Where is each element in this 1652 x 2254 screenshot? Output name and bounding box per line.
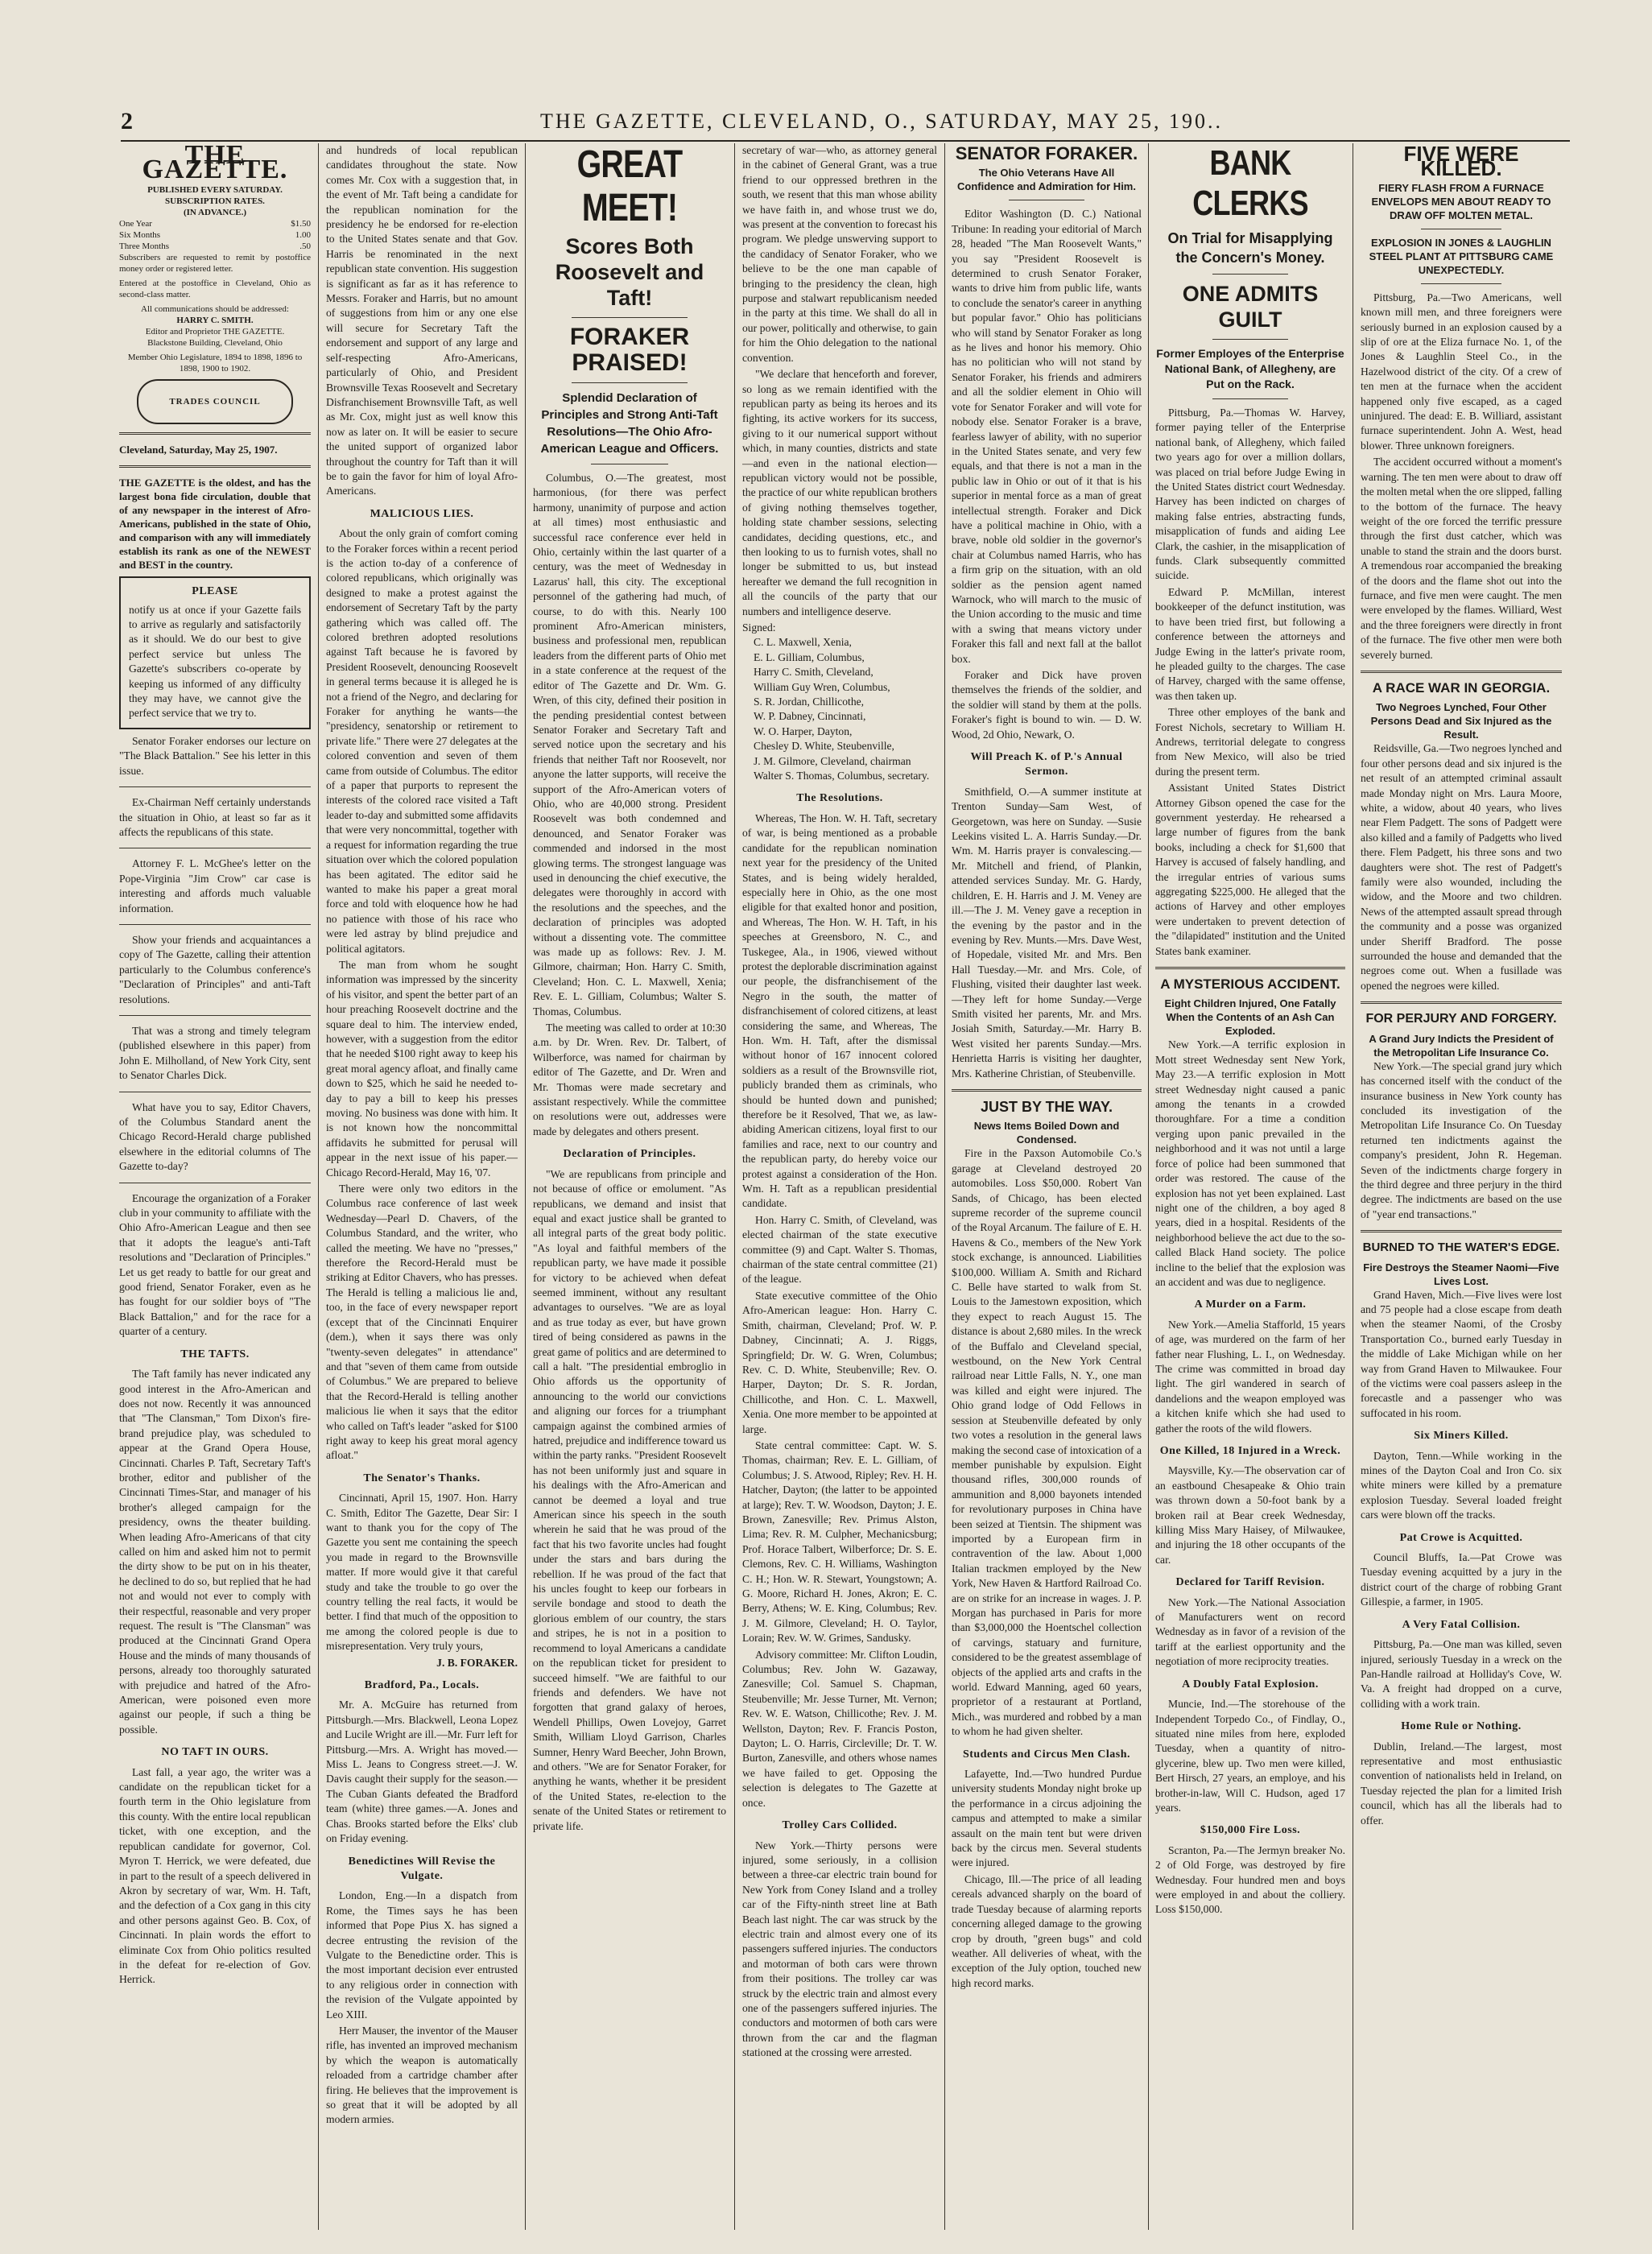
paragraph: Chicago, Ill.—The price of all leading cereals advanced sharply on the board of trade Tuesday because of alarming reports concerning alleged damage to the growing crop by drouth, "green bugs" and cold weather. All deliveries of wheat, with the exception of the July option, touched new high record marks.	[952, 1872, 1142, 1989]
signer: Harry C. Smith, Cleveland,	[754, 666, 873, 679]
signer: E. L. Gilliam, Columbus,	[754, 650, 865, 663]
section-title: Benedictines Will Revise the Vulgate.	[348, 1855, 496, 1882]
paragraph: Encourage the organization of a Foraker club in your community to affiliate with the Ohio Afro-American League and then see that it adopts the league's anti-Taft resolutions and "Declaration of Principles." Let us get ready to battle for our great and good friend, Senator Foraker, even as he has fought for our soldier boys of "The Black Battalion," and for the race for a quarter of a century.	[119, 1191, 311, 1338]
paragraph: Last fall, a year ago, the writer was a candidate on the republican ticket for a fourth term in the Ohio legislature from this county. With the entire local republican ticket, with one exception, and the republican candidate for governor, Col. Myron T. Herrick, we were defeated, due in part to the result of a speech delivered in Akron by secretary of war, Wm. H. Taft, and the defection of a Cox gang in this city and other persons against Geo. B. Cox, of Cincinnati. In plain words the effort to eliminate Cox from Ohio politics resulted in the defeat for re-election of Gov. Herrick.	[119, 1765, 311, 1986]
paragraph: Dayton, Tenn.—While working in the mines of the Dayton Coal and Iron Co. six white miners were killed by a premature explosion Tuesday. Several loaded freight cars were blown off the tracks.	[1361, 1449, 1562, 1521]
column-1	[119, 143, 311, 2230]
paragraph: That was a strong and timely telegram (published elsewhere in this paper) from John E. Milholland, of New York City, sent to Senator Charles Dick.	[119, 1024, 311, 1082]
deck: Fire Destroys the Steamer Naomi—Five Lives Lost.	[1363, 1261, 1559, 1287]
paragraph: "We are republicans from principle and not because of office or emolument. "As republicans, we demand and insist that equal and exact justice shall be granted to all integral parts of the great body politic. "As loyal and faithful members of the republican party, we have made it possible for victory to be achieved when defeat seemed imminent, without any resultant advantages to ourselves. "We are as loyal and as true today as ever, but have grown tired of being considered as pawns in the great game of politics and are determined to call a halt. "The presidential embroglio in Ohio affords us the opportunity of announcing to the world our convictions and aligning our forces for a triumphant campaign against the combined armies of hatred, prejudice and indifference toward us within the party ranks. "President Roosevelt has not been uniformly just and square in his dealings with the Afro-American and cannot be deemed a loyal and true American since his speech in the south wherein he said that he was proud of the fact that his two favorite uncles had fought under the stars and bars during the rebellion. If he was proud of the fact that his uncles fought to keep our forbears in servile bondage and stood to death the glorious emblem of our country, the stars and stripes, he is not in a position to recommend to loyal Americans a candidate on the republican ticket for president to succeed himself. "We are faithful to our friends and defenders. We have not forgotten that grand galaxy of heroes, Wendell Phillips, Owen Lovejoy, Garret Smith, William Lloyd Garrison, Charles Sumner, Henry Ward Beecher, John Brown, and others. "We are for Senator Foraker, for anything he wants, whether it be president of the United States, re-election to the senate of the United States or retirement to private life.	[533, 1167, 726, 1832]
paragraph: The man from whom he sought information was impressed by the sincerity of his visitor, and spent the better part of an hour preaching Roosevelt doctrine and the square deal to him. The interview ended, however, with a suggestion from the editor that he needed $100 right away to keep his great moral agency afloat, and finally came down to $25, which he said he needed to-day to pay a bill to keep his presses moving. No business was done with him. It is not known how the noncommittal affidavits he submitted for perusal will appear in the next issue of his paper.—Chicago Record-Herald, May 16, '07.	[326, 958, 518, 1179]
signer: C. L. Maxwell, Xenia,	[754, 636, 852, 649]
subscription-rates	[119, 218, 311, 252]
paragraph: What have you to say, Editor Chavers, of the Columbus Standard anent the Chicago Record-Herald charge published elsewhere in the editorial columns of The Gazette to-day?	[119, 1100, 311, 1173]
paragraph: Whereas, The Hon. W. H. Taft, secretary of war, is being mentioned as a probable candidate for the republican nomination next year for the presidency of the United States, and is being widely heralded, especially here in Ohio, as the one most eligible for that exalted honor and position, and Whereas, The Hon. W. H. Taft, in his speeches at Greensboro, N. C., and Tuskegee, Ala., in 1906, viewed without protest the deplorable discrimination against our people, the disfranchisement of the Negro in the south, the matter of disfranchisement of colored citizens, at least considering the same, and Whereas, The Hon. Wm. H. Taft, after the dismissal without honor of 167 innocent colored soldiers as a result of the Brownsville riot, publicly branded them as criminals, who should be hunted down and punished; therefore be it Resolved, That we, as law-abiding American citizens, loyal first to our families and race, next to our country and the republican party, do hereby voice our protest against a consideration of the Hon. Wm. H. Taft as a republican presidential candidate.	[742, 811, 937, 1210]
paragraph: Three other employes of the bank and Forest Nichols, secretary to William H. Andrews, territorial delegate to congress from New Mexico, will also be tried during the present term.	[1155, 706, 1345, 778]
deck: FIERY FLASH FROM A FURNACE ENVELOPS MEN ABOUT READY TO DRAW OFF MOLTEN METAL.	[1371, 181, 1551, 221]
signature: J. B. FORAKER.	[436, 1656, 518, 1669]
column-4	[742, 143, 937, 2230]
signer: S. R. Jordan, Chillicothe,	[754, 696, 865, 708]
paragraph: State executive committee of the Ohio Afro-American league: Hon. Harry C. Smith, chairman, Cleveland; Prof. W. P. Dabney, Cincinnati; A. J. Riggs, Springfield; Dr. W. G. Wren, Columbus; Rev. C. D. White, Steubenville; Rev. O. Harper, Dayton; Dr. S. R. Jordan, Chillicothe, and Hon. C. L. Maxwell, Xenia. One more member to be appointed at large.	[742, 1289, 937, 1435]
entered-note: Entered at the postoffice in Cleveland, Ohio as second-class matter.	[119, 278, 311, 299]
editor-title: Editor and Proprietor THE GAZETTE.	[145, 326, 285, 336]
rate-row: One Year $1.50	[119, 218, 311, 229]
column-5	[952, 143, 1142, 2230]
paragraph: Pittsburg, Pa.—One man was killed, seven injured, seriously Tuesday in a wreck on the Pan-Handle railroad at Holliday's Cove, W. Va. A freight had dropped on a curve, colliding with a work train.	[1361, 1638, 1562, 1710]
section-title: The Senator's Thanks.	[363, 1472, 481, 1484]
deck: EXPLOSION IN JONES & LAUGHLIN STEEL PLANT AT PITTSBURG CAME UNEXPECTEDLY.	[1369, 236, 1554, 276]
trades-council-emblem: TRADES COUNCIL	[137, 379, 293, 424]
signer: Chesley D. White, Steubenville,	[754, 740, 894, 753]
headline: BANK CLERKS	[1192, 143, 1308, 223]
paragraph: Pittsburg, Pa.—Thomas W. Harvey, former paying teller of the Enterprise national bank, of Allegheny, which failed two years ago for over a million dollars, was placed on trial before Judge Ewing in the United States district court Wednesday. Harvey has been indicted on charges of making false entries, abstracting funds, misapplication of funds and aiding Lee Clark, the cashier, in the misapplication of funds. Clark subsequently committed suicide.	[1155, 407, 1345, 582]
section-title: THE TAFTS.	[180, 1348, 250, 1360]
section-title: Home Rule or Nothing.	[1401, 1720, 1522, 1733]
paragraph: Advisory committee: Mr. Clifton Loudin, Columbus; Rev. John W. Gazaway, Zanesville; Col. Samuel S. Chapman, Steubenville; Mr. Jesse Turner, Mt. Vernon; Rev. W. E. Watson, Chillicothe; Rev. J. M. Wellston, Dayton; Rev. F. Francis Poston, Dayton; L. O. Harris, Circleville; Dr. T. W. Burton, Zanesville, and others whose names we have failed to get. Opposing the selection is delegates to The Gazette at once.	[742, 1648, 937, 1809]
page-header	[121, 103, 1570, 142]
newspaper-title: THE GAZETTE, CLEVELAND, O., SATURDAY, MAY 25, 190..	[539, 109, 1224, 133]
paragraph: The accident occurred without a moment's warning. The ten men were about to draw off the molten metal when the ore slipped, falling to the bottom of the furnace. The heavy weight of the ore forced the terrific pressure through the first dust catcher, which was unable to stand the strain and the doors burst. A tremendous roar accompanied the breaking of the doors and the flame shot out into the furnace, and five men were caught. The men were enveloped by the flames. Williard, West and the three foreigners were directly in front of the furnace. The five other men were both severely burned.	[1361, 456, 1562, 661]
headline: JUST BY THE WAY.	[980, 1098, 1113, 1115]
section-title: Bradford, Pa., Locals.	[364, 1679, 480, 1692]
column-rule	[525, 143, 526, 2230]
deck: News Items Boiled Down and Condensed.	[973, 1120, 1120, 1146]
section-title: A Very Fatal Collision.	[1402, 1618, 1521, 1631]
paragraph: New York.—A terrific explosion in Mott street Wednesday sent New York, May 23.—A terrific explosion in Mott street Wednesday night caused a panic among the tenants in a crowded thoroughfare. For a time a condition verging upon panic prevailed in the neighborhood and it was not until a large force of police had been summoned that order was restored. The cause of the explosion has not yet been explained. Last night one of the children, a boy aged 8 years, died in a hospital. Residents of the neighborhood believe the act due to the so-called Black Hand society. The police incline to the belief that the explosion was an accident and was due to negligence.	[1155, 1038, 1345, 1288]
paragraph: New York.—Thirty persons were injured, some seriously, in a collision between a three-car electric train bound for New York from Coney Island and a trolley car of the Fifty-ninth street line at Bath Beach last night. The car was struck by the electric train and almost every one of its passengers suffered injuries. The conductors and motorman of both cars were thrown from their positions. The trolley car was struck by the electric train and almost every one of the passengers suffered injuries. The conductors and motormen of both cars were thrown from the car and the flagman stationed at the crossing were arrested.	[742, 1839, 937, 2059]
headline: BURNED TO THE WATER'S EDGE.	[1362, 1241, 1560, 1255]
paragraph: Hon. Harry C. Smith, of Cleveland, was elected chairman of the state executive committee (9) and Capt. Walter S. Thomas, chairman of the state central committee (21) of the league.	[742, 1213, 937, 1286]
paragraph: Ex-Chairman Neff certainly understands the situation in Ohio, at least so far as it affects the republicans of this state.	[119, 796, 311, 838]
paragraph: Edward P. McMillan, interest bookkeeper of the defunct institution, was to have been tried first, but following a conference between the attorneys and Judge Ewing in the latter's private room, he pleaded guilty to the charges. The case of Harvey, charged with the same offense, was then taken up.	[1155, 585, 1345, 702]
signer: Walter S. Thomas, Columbus, secretary.	[754, 770, 930, 782]
please-text: notify us at once if your Gazette fails to arrive as regularly and satisfactorily as it should. We do our best to give perfect service but unless The Gazette's subscribers co-operate by keeping us informed of any difficulty they may have, we cannot give the perfect service that we try to.	[129, 603, 301, 720]
paragraph: Fire in the Paxson Automobile Co.'s garage at Cleveland destroyed 20 automobiles. Loss $50,000. Robert Van Sands, of Chicago, has been elected supreme recorder of the supreme council of the Royal Arcanum. The failure of E. H. Havens & Co., members of the New York stock exchange, is announced. Liabilities $100,000. William A. Smith and Richard C. Belle have started to walk from St. Louis to the Jamestown exposition, which they expect to reach August 15. The distance is about 2,680 miles. In the wreck of the Buffalo and Cleveland special, westbound, on the New York Central railroad near Little Falls, N. Y., one man was killed and eight were injured. The Ohio grand lodge of Odd Fellows in session at Steubenville defeated by only two votes a resolution in the general laws making the second case of intoxication of a member punishable by expulsion. Eight thousand rifles, 300,000 rounds of ammunition and 8,000 bayonets intended for revolutionary purposes in China have been seized at Tientsin. The shipment was imported by a European firm in contravention of the law. About 1,000 Italian trackmen employed by the New York, New Haven & Hartford Railroad Co. are on strike for an increase in wages. J. P. Morgan has purchased in Paris for more than $3,000,000 the Hoentschel collection of carvings, statuary and furniture, considered to be the greatest assemblage of objects of the applied arts and crafts in the world. Edward Manning, aged 60 years, proprietor of a restaurant at Portland, Mich., was murdered and robbed by a man to whom he had given shelter.	[952, 1147, 1142, 1738]
section-title: The Resolutions.	[796, 792, 883, 805]
paragraph: Council Bluffs, Ia.—Pat Crowe was Tuesday evening acquitted by a jury in the district court of the charge of robbing Grant Gillespie, a farmer, in 1905.	[1361, 1551, 1562, 1608]
rate-row: Six Months 1.00	[119, 229, 311, 240]
subheadline: Scores Both Roosevelt and Taft!	[555, 234, 704, 310]
page-number: 2	[121, 108, 133, 134]
signer: J. M. Gilmore, Cleveland, chairman	[754, 754, 911, 767]
paragraph: secretary of war—who, as attorney general in the cabinet of General Grant, was a true friend to our oppressed brethren in the south, we resent that this man whose ability we have faith in, and whose trust we do, was present at the convention to forecast his program. We pledge unswerving support to the candidacy of Senator Foraker, who we believe to be the one man capable of bringing to the presidency the clean, high purpose and stalwart republicanism needed in the party at this time. We shall do all in our power, politically and otherwise, to gain for him the Ohio delegation to the national convention.	[742, 144, 937, 364]
column-rule	[1148, 143, 1149, 2230]
section-title: Trolley Cars Collided.	[782, 1819, 898, 1832]
published-line: PUBLISHED EVERY SATURDAY.	[147, 184, 283, 195]
paragraph: Mr. A. McGuire has returned from Pittsburgh.—Mrs. Blackwell, Leona Lopez and Lucile Wright are ill.—Mr. Furr left for Pittsburg.—Mrs. A. Wright has moved.—Miss L. Jeans to Congress street.—J. W. Davis caught their supply for the season.—The Cuban Giants defeated the Bradford team (white) three games.—A. Jones and Chas. Brooks started before the Elks' club on Friday evening.	[326, 1699, 518, 1845]
paragraph: Smithfield, O.—A summer institute at Trenton Sunday—Sam West, of Georgetown, was here on Sunday. —Susie Leekins visited L. A. Harris Sunday.—Dr. Wm. M. Harris prayer is convalescing.—Mr. Mitchell and friend, of Plankin, attended services Sunday. Mr. G. Hardy, children, E. H. Harris and J. M. Veney are ill.—The J. M. Veney gave a reception in the evening by the pastor and in the evening by Rev. Munts.—Mrs. Dave West, of Hopedale, visited Mr. and Mrs. Ben Hall Tuesday.—Mr. and Mrs. Cole, of Flushing, visited their daughter last week.—They left for home Sunday.—Verge Smith visited her parents, Mr. and Mrs. Josiah Smith, Saturday.—Mr. Harry B. West visited her parents Sunday.—Mrs. Henrietta Harris is visiting her daughter, Mrs. Katherine Christian, of Steubenville.	[952, 785, 1142, 1080]
section-title: Students and Circus Men Clash.	[962, 1748, 1131, 1761]
headline: GREAT MEET!	[576, 143, 683, 229]
editor-name: HARRY C. SMITH.	[176, 315, 254, 325]
paragraph: Show your friends and acquaintances a copy of The Gazette, calling their attention particularly to the Columbus conference's "Declaration of Principles" and anti-Taft resolutions.	[119, 933, 311, 1005]
rates-note: Subscribers are requested to remit by postoffice money order or registered letter.	[119, 252, 311, 274]
paragraph: Assistant United States District Attorney Gibson opened the case for the government yesterday. He rehearsed a large number of figures from the bank books, including a check for $1,600 that Harvey is accused of falsely handling, and the irregular entries of various sums aggregating $225,000. He alleged that the actions of Harvey and other employes were undertaken to prevent detection of the "dilapidated" institution and the United States bank examiner.	[1155, 782, 1345, 957]
headline: A MYSTERIOUS ACCIDENT.	[1160, 976, 1340, 993]
paragraph: Attorney F. L. McGhee's letter on the Pope-Virginia "Jim Crow" car case is interesting and affords much valuable information.	[119, 857, 311, 914]
rates-sub: (IN ADVANCE.)	[183, 207, 247, 217]
paragraph: Senator Foraker endorses our lecture on "The Black Battalion." See his letter in this issue.	[119, 734, 311, 777]
paragraph: Lafayette, Ind.—Two hundred Purdue university students Monday night broke up the performance in a circus adjoining the campus and attempted to make a similar assault on the main tent but were driven back by the circus men. Several students were injured.	[952, 1768, 1142, 1869]
deck: A Grand Jury Indicts the President of the Metropolitan Life Insurance Co.	[1369, 1032, 1554, 1059]
deck: Eight Children Injured, One Fatally When the Contents of an Ash Can Exploded.	[1164, 997, 1336, 1038]
subheadline: ONE ADMITS GUILT	[1182, 282, 1319, 332]
paragraph: Editor Washington (D. C.) National Tribune: In reading your editorial of March 28, headed "The Man Roosevelt Wants," you say "President Roosevelt is determined to crush Senator Foraker, wants to drive him from public life, wants to conclude the senator's career in anything but popular favor." Ohio has politicians who will stand by Senator Foraker as long as he lives and honor his memory. Ohio has no politician who will not stand by Senator Foraker, his friends and admirers and all the soldier element in Ohio will vote for Senator Foraker and will vote for nobody else. Senator Foraker is a brave, fearless lawyer of ability, with no superior in the United States senate, and very few equals, and that there is not a man in the public law in Ohio or out of it that is his superior in mental force as a man of great intellectual strength. Foraker and Dick have a political machine in Ohio, with a brave, noble old soldier in the governor's chair at Columbus named Harris, who has a firm grip on the situation, with an old soldier as the pension agent named Warnock, who will march to the music of the Union according to the music and time with a swing that means victory under Foraker this fall and next fall at the ballot box.	[952, 208, 1142, 665]
paragraph: Grand Haven, Mich.—Five lives were lost and 75 people had a close escape from death when the steamer Naomi, of the Crosby Transportation Co., burned early Tuesday in the middle of Lake Michigan while on her way from Grand Haven to Milwaukee. Four of the victims were coal passers asleep in the forecastle and a passenger who was suffocated in his room.	[1361, 1288, 1562, 1419]
headline: FOR PERJURY AND FORGERY.	[1365, 1012, 1557, 1026]
section-title: A Murder on a Farm.	[1194, 1298, 1307, 1311]
paragraph: Scranton, Pa.—The Jermyn breaker No. 2 of Old Forge, was destroyed by fire Wednesday. Four hundred men and boys were employed in and about the colliery. Loss $150,000.	[1155, 1843, 1345, 1916]
column-7	[1361, 143, 1562, 2230]
section-title: $150,000 Fire Loss.	[1200, 1824, 1301, 1837]
deck: Two Negroes Lynched, Four Other Persons Dead and Six Injured as the Result.	[1370, 701, 1552, 741]
please-box	[119, 576, 311, 729]
paragraph: State central committee: Capt. W. S. Thomas, chairman; Rev. E. L. Gilliam, of Columbus; J. S. Atwood, Ripley; Rev. H. H. Hatcher, Dayton; (the latter to be appointed at large); Rev. T. W. Woodson, Dayton; J. E. Brown, Zanesville; Rev. Primus Alston, Lima; Rev. R. M. Culpher, Mechanicsburg; Prof. Horace Talbert, Wilberforce; Dr. S. E. Clemons, Rev. C. H. Williams, Washington C. H.; Hon. W. R. Stewart, Youngstown; A. G. Moore, Richard H. Jones, Akron; E. C. Berry, Athens; W. E. King, Columbus; Rev. J. M. Gilmore, Cleveland; H. O. Taylor, Lorain; Rev. W. W. Grimes, Sandusky.	[742, 1439, 937, 1645]
section-title: Will Preach K. of P.'s Annual Sermon.	[970, 751, 1123, 778]
column-rule	[944, 143, 945, 2230]
masthead: THE GAZETTE.	[142, 143, 288, 185]
deck: The Ohio Veterans Have All Confidence and Admiration for Him.	[957, 167, 1136, 193]
headline: FIVE WERE KILLED.	[1403, 143, 1519, 181]
please-title: PLEASE	[192, 585, 238, 598]
section-title: NO TAFT IN OURS.	[161, 1746, 269, 1759]
column-rule	[318, 143, 319, 2230]
signer: W. P. Dabney, Cincinnati,	[754, 710, 866, 723]
paragraph: "We declare that henceforth and forever, so long as we remain identified with the republican party as being its heroes and its fighting, its active workers for its success, giving to it our numerical support without which, in many counties, districts and state—and even in the national election—republican victory would not be possible, the practice of our white republican brothers of giving nothing themselves together, holding state chamber sessions, selecting candidates, deciding questions, etc., and then looking to us to furnish votes, shall no longer be submitted to us, but instead hereafter we demand the full recognition in all the councils of the party that our numbers and intelligence deserve.	[742, 368, 937, 617]
signed-label: Signed:	[742, 621, 776, 634]
headline: SENATOR FORAKER.	[955, 143, 1138, 163]
section-title: Pat Crowe is Acquitted.	[1399, 1531, 1523, 1544]
paragraph: New York.—The special grand jury which has concerned itself with the conduct of the insurance business in New York county has concluded its investigation of the Metropolitan Life Insurance Co. On Tuesday returned ten indictments against the company's president, John R. Hegeman. Seven of the indictments charge forgery in the third degree and three perjury in the third degree. The indictments are based on the use of "year end transactions."	[1361, 1059, 1562, 1220]
signer: William Guy Wren, Columbus,	[754, 680, 890, 693]
paragraph: The Taft family has never indicated any good interest in the Afro-American and does not now. Recently it was announced that "The Clansman," Tom Dixon's fire-brand prejudice play, was scheduled to appear at the Grand Opera House, Cincinnati. Charles P. Taft, Secretary Taft's brother, editor and publisher of the Cincinnati Times-Star, and manager of his brother's alleged campaign for the presidency, owns the theater building. When leading Afro-Americans of that city called on him and asked him not to permit the dirty show to be put on in his theater, he declined to do so, but replied that he had not and would not ever to comply with their respectful, reasonable and very proper request. The result is "The Clansman" was produced at the Cincinnati Grand Opera House and the minds of many thousands of persons, already too thoroughly saturated with prejudice and hatred of the Afro-American, were poisoned even more against our people, if such a thing be possible.	[119, 1368, 311, 1736]
paragraph: Cincinnati, April 15, 1907. Hon. Harry C. Smith, Editor The Gazette, Dear Sir: I want to thank you for the copy of The Gazette you sent me containing the speech you made in regard to the Brownsville matter. If more would give it that careful study and take the trouble to go over the country telling the real facts, it would be better. I find that much of the opposition to me among the colored people is due to misrepresentation. Very truly yours,	[326, 1492, 518, 1653]
paragraph: Dublin, Ireland.—The largest, most representative and most enthusiastic convention of nationalists held in Ireland, on Tuesday rejected the plan for a limited Irish council, which has all the liberals had to offer.	[1361, 1740, 1562, 1827]
rate-row: Three Months .50	[119, 241, 311, 251]
column-2	[326, 143, 518, 2230]
paragraph: Columbus, O.—The greatest, most harmonious, (for there was perfect harmony, unanimity of purpose and action at all times) most enthusiastic and successful race conference ever held in Ohio, certainly within the last quarter of a century, was the meet of Wednesday in Lazarus' hall, this city. The exceptional personnel of the gathering had much, of course, to do with this. Nearly 100 prominent Afro-American ministers, business and professional men, republican leaders from the different parts of Ohio met in a state conference at the request of the editor of The Gazette and Dr. Wm. G. Wren, of this city, defined their position in the pending presidential contest between Senator Foraker and Secretary Taft and served notice upon the secretary and his friends that neither Taft nor Roosevelt, nor anyone the latter supports, will receive the support of the Afro-American voters of Ohio, who are 40,000 strong. President Roosevelt was both condemned and denounced, and Senator Foraker was commended and indorsed in the most glowing terms. The strongest language was used in denouncing the chief executive, the delegates were thoroughly in accord with the resolutions and the speeches, and the declaration of principles was adopted without a dissenting vote. The committee was made up as follows: Rev. J. M. Gilmore, chairman; Hon. Harry C. Smith, Cleveland; Hon. C. L. Maxwell, Xenia; Rev. E. L. Gilliam, Columbus; Walter S. Thomas, Columbus.	[533, 472, 726, 1018]
column-rule	[734, 143, 735, 2230]
paragraph: and hundreds of local republican candidates throughout the state. Now comes Mr. Cox with a suggestion that, in the event of Mr. Taft being a candidate for the republican nomination for the presidency he be endorsed for re-election to the United States senate and that Gov. Harris be renominated in the next republican state convention. His suggestion is significant as far as it has reference to Messrs. Foraker and Harris, but no amount of suggestions from him or any one else will secure for Secretary Taft the endorsement and support of any large and self-respecting Afro-Americans, particularly of Ohio, and President Brownsville Texas Roosevelt and Secretary Disfranchisement Brownsville Taft, as well as Mr. Cox, might just as well know this now as later on. It will be easier to secure the united support of organized labor throughout the country for Taft than it will be to gain the favor for him of loyal Afro-Americans.	[326, 144, 518, 497]
deck: Former Employes of the Enterprise National Bank, of Allegheny, are Put on the Rack.	[1156, 347, 1344, 390]
dateline: Cleveland, Saturday, May 25, 1907.	[119, 443, 278, 456]
section-title: Six Miners Killed.	[1414, 1430, 1509, 1443]
subheadline: FORAKER PRAISED!	[569, 324, 690, 376]
section-title: Declaration of Principles.	[563, 1148, 696, 1161]
paragraph: Reidsville, Ga.—Two negroes lynched and four other persons dead and six injured is the net result of an attempted criminal assault made Monday night on Mrs. Laura Moore, white, a widow, about 40 years, who lives near Flem Padgett. The sons of Padgett were also killed and a family of Padgetts who lived there. Flem Padgett, his three sons and two daughters were shot. The rest of Padgett's family were also wounded, including the widow, and the Moore and two children. News of the attempted assault spread through the community and a posse was organized under Sheriff Bradford. The posse surrounded the house and demanded that the negroes come out. When a fusillade was opened the negroes were killed.	[1361, 742, 1562, 992]
paragraph: Pittsburg, Pa.—Two Americans, well known mill men, and three foreigners were seriously burned in an explosion caused by a slip of ore at the Eliza furnace No. 1, of the Jones & Laughlin Steel Co., in the Hazelwood district of the city. Of a crew of ten men at the furnace when the accident happened only five escaped, as a caged uninjured. The dead: E. B. Williard, assistant furnace superintendent. John A. West, head blower. Three unknown foreigners.	[1361, 291, 1562, 452]
oldest-notice: THE GAZETTE is the oldest, and has the largest bona fide circulation, double that of any newspaper in the interest of Afro-Americans, published in the state of Ohio, and comparison with any will immediately establish its rank as one of the NEWEST and BEST in the country.	[119, 477, 311, 572]
paragraph: Maysville, Ky.—The observation car of an eastbound Chesapeake & Ohio train was thrown down a 50-foot bank by a broken rail at Bear creek Wednesday, killing Miss Mary Haisey, of Milwaukee, and injuring the 18 other occupants of the car.	[1155, 1464, 1345, 1566]
deck: Splendid Declaration of Principles and Strong Anti-Taft Resolutions—The Ohio Afro-American League and Officers.	[540, 391, 719, 456]
section-title: Declared for Tariff Revision.	[1175, 1576, 1325, 1589]
paragraph: Herr Mauser, the inventor of the Mauser rifle, has invented an improved mechanism by which the weapon is automatically reloaded from a cartridge chamber after firing. He believes that the improvement is so great that it will be adopted by all modern armies.	[326, 2024, 518, 2126]
legislature-note: Member Ohio Legislature, 1894 to 1898, 1896 to 1898, 1900 to 1902.	[127, 352, 303, 374]
paragraph: Foraker and Dick have proven themselves the friends of the soldier, and the soldier will stand by them at the polls. Foraker's fight is bound to win. — D. W. Wood, 2d Ohio, Newark, O.	[952, 669, 1142, 741]
signer: W. O. Harper, Dayton,	[754, 724, 853, 737]
signers-list	[742, 635, 937, 783]
column-3	[533, 143, 726, 2230]
address: Blackstone Building, Cleveland, Ohio	[147, 337, 283, 348]
paragraph: There were only two editors in the Columbus race conference of last week Wednesday—Pearl D. Chavers, of the Columbus Standard, and the writer, who called the meeting. We have no "presses," therefore the Record-Herald must be striking at Editor Chavers, who has presses. The Herald is telling a malicious lie and, too, in the face of every newspaper report (except that of the Cincinnati Enquirer (dem.), when it says there was only "twenty-seven delegates" in attendance" and that "seven of them came from outside of Columbus." We are prepared to believe that the Record-Herald is telling another malicious lie when it says that the editor who called on Taft's leader "asked for $100 right away to keep his great moral agency afloat."	[326, 1183, 518, 1462]
section-title: MALICIOUS LIES.	[370, 507, 474, 520]
rates-title: SUBSCRIPTION RATES.	[165, 196, 265, 206]
paragraph: The meeting was called to order at 10:30 a.m. by Dr. Wren. Rev. Dr. Talbert, of Wilberforce, was named for chairman by editor of The Gazette, and Dr. Wren and Mr. Thomas were made secretary and assistant respectively. While the committee on resolutions were out, addresses were made by delegates and others present.	[533, 1022, 726, 1137]
section-title: One Killed, 18 Injured in a Wreck.	[1159, 1445, 1341, 1457]
paragraph: London, Eng.—In a dispatch from Rome, the Times says he has been informed that Pope Pius X. has signed a decree entrusting the revision of the Vulgate to the Benedictine order. This is the most important decision ever entrusted to any religious order in connection with the revision of the Vulgate appointed by Leo XIII.	[326, 1889, 518, 2021]
column-6	[1155, 143, 1345, 2230]
section-title: A Doubly Fatal Explosion.	[1182, 1678, 1319, 1690]
paragraph: Muncie, Ind.—The storehouse of the Independent Torpedo Co., of Findlay, O., situated nine miles from here, exploded Tuesday, when a quantity of nitro-glycerine, blew up. Two men were killed, Bert Hirsch, 27 years, an employe, and his brother-in-law, Will C. Hudson, aged 17 years.	[1155, 1698, 1345, 1814]
communications-note: All communications should be addressed:	[141, 303, 289, 314]
subheadline: On Trial for Misapplying the Concern's Money.	[1167, 230, 1333, 266]
headline: A RACE WAR IN GEORGIA.	[1372, 679, 1551, 696]
paragraph: New York.—The National Association of Manufacturers went on record Wednesday as in favor of a revision of the tariff at the earliest opportunity and the negotiation of more reciprocity treaties.	[1155, 1596, 1345, 1668]
paragraph: New York.—Amelia Stafforld, 15 years of age, was murdered on the farm of her father near Flushing, L. I., on Wednesday. The crime was committed in broad day light. The girl wandered in search of dandelions and the weapon employed was a kitchen knife which she had used to gather the roots of the wild flowers.	[1155, 1318, 1345, 1435]
paragraph: About the only grain of comfort coming to the Foraker forces within a recent period is the action to-day of a conference of colored republicans, which originally was designed to make a protest against the endorsement of Secretary Taft by the party gathering which was called off. The colored brethren adopted resolutions against Taft because he is favored by President Roosevelt, denouncing Roosevelt in general terms because it is alleged he is not a friend of the Negro, and declaring for Foraker for anything he wants—the "presidency, senatorship or retirement to private life." There were 27 delegates at the colored convention and seven of them came from outside of Columbus. The editor of a paper that purports to represent the interests of the colored race visited a Taft leader to-day and submitted some affidavits that were very noncommittal, together with a request for information regarding the true situation over which the colored population has been agitated. The editor said he wanted to make his paper a great moral force and told with eloquence how he had no patience with those of his race who were led astray by blind prejudice and political agitators.	[326, 527, 518, 955]
